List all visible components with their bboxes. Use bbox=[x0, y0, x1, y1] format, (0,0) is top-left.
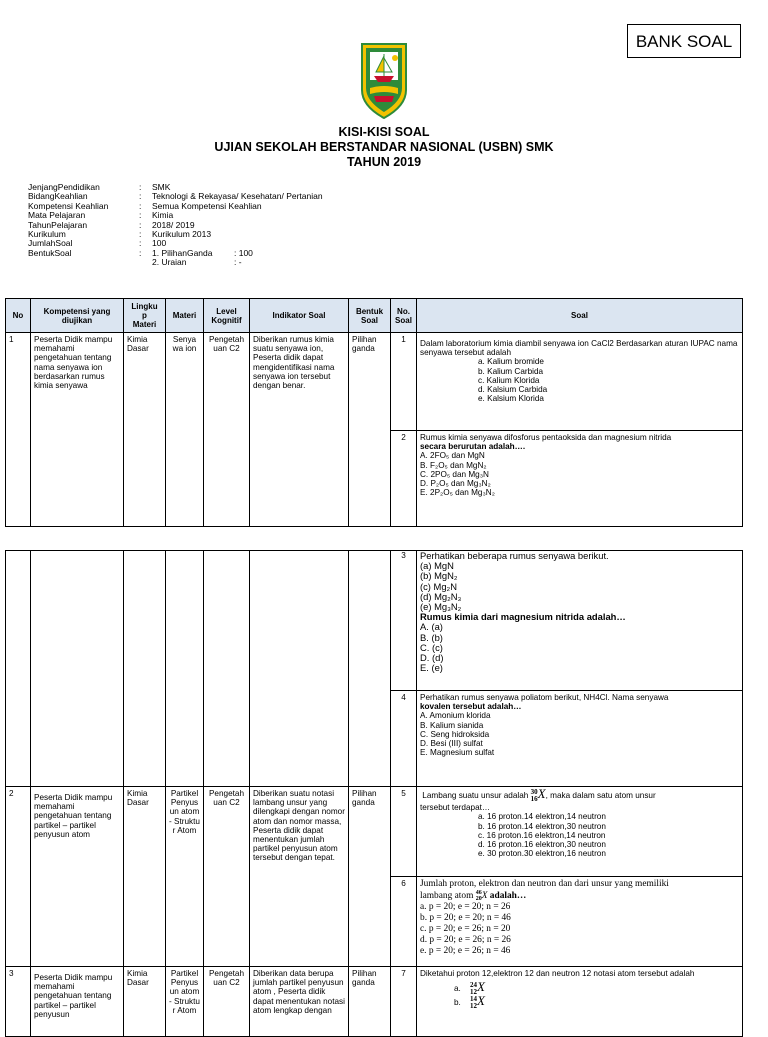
row-no: 2 bbox=[6, 787, 31, 967]
row-kompetensi bbox=[31, 551, 124, 787]
question-number: 7 bbox=[391, 967, 417, 1037]
header-indikator: Indikator Soal bbox=[250, 299, 349, 333]
option: b. p = 20; e = 20; n = 46 bbox=[420, 913, 511, 924]
option bbox=[454, 993, 739, 1011]
option: E. Magnesium sulfat bbox=[420, 748, 495, 758]
question-text bbox=[420, 786, 739, 804]
info-colon: : bbox=[139, 238, 142, 249]
info-colon: : bbox=[139, 182, 142, 192]
info-label: Kurikulum bbox=[28, 229, 66, 240]
option-label: a. bbox=[454, 984, 461, 994]
option: C. 2PO₅ dan Mg₃N bbox=[420, 469, 489, 479]
element-symbol: X bbox=[481, 891, 488, 902]
item: (b) MgN₂ bbox=[420, 570, 458, 582]
question-6 bbox=[417, 877, 743, 967]
info-value: 100 bbox=[152, 238, 167, 249]
info-colon: : bbox=[139, 219, 142, 230]
option: A. Amonium klorida bbox=[420, 711, 491, 721]
table-row bbox=[6, 551, 743, 691]
row-lingkup: Kimia Dasar bbox=[124, 333, 166, 527]
info-value: 1. PilihanGanda bbox=[152, 247, 213, 258]
table-row bbox=[6, 787, 743, 877]
info-colon: : bbox=[139, 210, 142, 221]
option: a. p = 20; e = 20; n = 26 bbox=[420, 902, 511, 913]
item: (a) MgN bbox=[420, 560, 454, 572]
item: (d) Mg₂N₃ bbox=[420, 590, 462, 602]
row-indikator bbox=[250, 551, 349, 787]
question-text: Perhatikan rumus senyawa poliatom berikut, NH4Cl. Nama senyawa bbox=[420, 693, 669, 702]
nuclide-notation bbox=[530, 786, 546, 804]
question-text-post: , maka dalam satu atom unsur bbox=[545, 791, 656, 800]
question-5 bbox=[417, 787, 743, 877]
item: (e) Mg₃N₂ bbox=[420, 601, 462, 613]
doc-title: KISI-KISI SOAL bbox=[338, 125, 430, 139]
row-lingkup: Kimia Dasar bbox=[124, 787, 166, 967]
option: b. 16 proton.14 elektron,30 neutron bbox=[478, 821, 606, 831]
question-4 bbox=[417, 691, 743, 787]
bank-soal-box: BANK SOAL bbox=[627, 24, 741, 58]
option: e. p = 20; e = 26; n = 46 bbox=[420, 946, 511, 957]
header-bentuk: Bentuk Soal bbox=[349, 299, 391, 333]
row-level: Pengetah uan C2 bbox=[204, 333, 250, 527]
info-label: BidangKeahlian bbox=[28, 191, 88, 202]
option: e. Kalsium Klorida bbox=[478, 394, 544, 404]
info-colon: : bbox=[139, 247, 142, 258]
row-materi: Partikel Penyus un atom - Struktu r Atom bbox=[166, 967, 204, 1037]
element-symbol: X bbox=[537, 786, 546, 801]
info-colon: : bbox=[139, 229, 142, 240]
option: C. (c) bbox=[420, 641, 443, 653]
row-no bbox=[6, 551, 31, 787]
info-row bbox=[28, 230, 323, 239]
row-indikator: Diberikan suatu notasi lambang unsur yang dilengkapi dengan nomor atom dan nomor massa, Peserta didik dapat menentukan jumlah partikel penyusun atom tersebut dengan tepat. bbox=[250, 787, 349, 967]
option: A. 2FO₅ dan MgN bbox=[420, 451, 485, 461]
row-materi: Senya wa ion bbox=[166, 333, 204, 527]
row-bentuk: Pilihan ganda bbox=[349, 967, 391, 1037]
question-text: Diketahui proton 12,elektron 12 dan neutron 12 notasi atom tersebut adalah bbox=[420, 969, 695, 978]
info-value: Semua Kompetensi Keahlian bbox=[152, 200, 262, 211]
option: a. Kalium bromide bbox=[478, 357, 544, 367]
option: A. (a) bbox=[420, 621, 443, 633]
info-colon: : bbox=[139, 200, 142, 211]
header-lingkup-1: Lingku bbox=[131, 302, 158, 311]
option: d. p = 20; e = 26; n = 26 bbox=[420, 935, 511, 946]
kisi-table-2 bbox=[5, 550, 743, 1037]
option: c. p = 20; e = 26; n = 20 bbox=[420, 924, 511, 935]
question-number: 5 bbox=[391, 787, 417, 877]
question-text-bold: kovalen tersebut adalah… bbox=[420, 702, 522, 712]
question-text: Dalam laboratorium kimia diambil senyawa ion CaCl2 Berdasarkan aturan IUPAC nama senyawa tersebut adalah bbox=[420, 339, 738, 358]
option: D. P₂O₅ dan Mg₃N₂ bbox=[420, 479, 491, 489]
info-label: TahunPelajaran bbox=[28, 219, 88, 230]
option: d. 16 proton.16 elektron,30 neutron bbox=[478, 839, 606, 849]
question-text-line2: tersebut terdapat… bbox=[420, 803, 491, 813]
info-label: Kompetensi Keahlian bbox=[28, 200, 109, 211]
row-kompetensi: Peserta Didik mampu memahami pengetahuan tentang partikel – partikel penyusun atom bbox=[31, 787, 124, 967]
option-list bbox=[420, 357, 739, 403]
doc-year: TAHUN 2019 bbox=[346, 155, 422, 169]
question-text-line2 bbox=[420, 890, 739, 902]
option: B. F₂O₅ dan MgN₂ bbox=[420, 460, 487, 470]
element-symbol: X bbox=[476, 979, 485, 995]
row-bentuk: Pilihan ganda bbox=[349, 787, 391, 967]
option: C. Seng hidroksida bbox=[420, 729, 490, 739]
provincial-emblem bbox=[356, 36, 412, 120]
info-value: 2018/ 2019 bbox=[152, 219, 195, 230]
header-materi: Materi bbox=[166, 299, 204, 333]
row-level: Pengetah uan C2 bbox=[204, 787, 250, 967]
row-no: 1 bbox=[6, 333, 31, 527]
info-value: Kimia bbox=[152, 210, 174, 221]
option: B. (b) bbox=[420, 631, 443, 643]
header-level: Level Kognitif bbox=[204, 299, 250, 333]
row-bentuk bbox=[349, 551, 391, 787]
question-number: 3 bbox=[391, 551, 417, 691]
atomic-number: 20 bbox=[475, 896, 482, 902]
atomic-number: 12 bbox=[469, 1002, 477, 1011]
option: B. Kalium sianida bbox=[420, 720, 484, 730]
question-3 bbox=[417, 551, 743, 691]
row-indikator: Diberikan data berupa jumlah partikel penyusun atom , Peserta didik dapat menentukan notasi atom lengkap dengan bbox=[250, 967, 349, 1037]
atomic-number: 12 bbox=[469, 988, 477, 997]
option: a. 16 proton.14 elektron,14 neutron bbox=[478, 812, 606, 822]
header-kompetensi: Kompetensi yang diujikan bbox=[31, 299, 124, 333]
option: b. Kalium Carbida bbox=[478, 366, 544, 376]
question-text-pre: Lambang suatu unsur adalah bbox=[422, 791, 529, 800]
question-text: Jumlah proton, elektron dan neutron dan dari unsur yang memiliki bbox=[420, 879, 669, 889]
row-lingkup: Kimia Dasar bbox=[124, 967, 166, 1037]
info-extra: : - bbox=[234, 257, 242, 268]
doc-subtitle: UJIAN SEKOLAH BERSTANDAR NASIONAL (USBN) SMK bbox=[214, 140, 554, 154]
table-row bbox=[6, 333, 743, 431]
row-materi bbox=[166, 551, 204, 787]
option: E. (e) bbox=[420, 662, 443, 674]
table-row bbox=[6, 967, 743, 1037]
option-label: b. bbox=[454, 998, 461, 1008]
table-header-row bbox=[6, 299, 743, 333]
header-lingkup-2: p bbox=[142, 311, 147, 320]
option-list bbox=[420, 979, 739, 1011]
option: e. 30 proton.30 elektron,16 neutron bbox=[478, 849, 606, 859]
row-no: 3 bbox=[6, 967, 31, 1037]
option-list bbox=[420, 812, 739, 858]
header-lingkup-3: Materi bbox=[132, 320, 157, 329]
question-number: 1 bbox=[391, 333, 417, 431]
option: c. Kalium Klorida bbox=[478, 375, 540, 385]
question-1 bbox=[417, 333, 743, 431]
header-no-soal: No. Soal bbox=[391, 299, 417, 333]
question-number: 2 bbox=[391, 431, 417, 527]
question-2 bbox=[417, 431, 743, 527]
header-soal: Soal bbox=[417, 299, 743, 333]
option: c. 16 proton.16 elektron,14 neutron bbox=[478, 830, 606, 840]
option bbox=[454, 979, 739, 997]
nuclide-notation bbox=[476, 890, 488, 902]
option: D. Besi (III) sulfat bbox=[420, 739, 483, 749]
info-value: 2. Uraian bbox=[152, 257, 187, 268]
info-row bbox=[28, 258, 323, 267]
item: (c) Mg₂N bbox=[420, 580, 457, 592]
question-text-pre: lambang atom bbox=[420, 891, 474, 902]
atomic-number: 16 bbox=[530, 795, 538, 804]
question-text-bold: secara berurutan adalah…. bbox=[420, 442, 526, 452]
row-indikator: Diberikan rumus kimia suatu senyawa ion, Peserta didik dapat mengidentifikasi nama senyawa ion tersebut dengan benar. bbox=[250, 333, 349, 527]
row-level bbox=[204, 551, 250, 787]
mass-number: 14 bbox=[469, 995, 477, 1004]
info-value: SMK bbox=[152, 182, 171, 192]
question-number: 6 bbox=[391, 877, 417, 967]
header-no: No bbox=[6, 299, 31, 333]
kisi-table-1 bbox=[5, 298, 743, 527]
row-lingkup bbox=[124, 551, 166, 787]
header-lingkup bbox=[124, 299, 166, 333]
mass-number: 30 bbox=[530, 788, 538, 797]
row-level: Pengetah uan C2 bbox=[204, 967, 250, 1037]
info-label: BentukSoal bbox=[28, 247, 72, 258]
row-kompetensi: Peserta Didik mampu memahami pengetahuan tentang nama senyawa ion berdasarkan rumus kimia senyawa bbox=[31, 333, 124, 527]
element-symbol: X bbox=[476, 993, 485, 1009]
row-bentuk: Pilihan ganda bbox=[349, 333, 391, 527]
info-label: JenjangPendidikan bbox=[28, 182, 100, 192]
question-prompt: Rumus kimia dari magnesium nitrida adalah… bbox=[420, 611, 626, 623]
question-number: 4 bbox=[391, 691, 417, 787]
question-text: Rumus kimia senyawa difosforus pentaoksida dan magnesium nitrida bbox=[420, 433, 672, 442]
info-value: Teknologi & Rekayasa/ Kesehatan/ Pertanian bbox=[152, 191, 323, 202]
question-text: Perhatikan beberapa rumus senyawa berikut. bbox=[420, 550, 609, 561]
info-extra: : 100 bbox=[234, 247, 253, 258]
info-colon: : bbox=[139, 191, 142, 202]
info-label: Mata Pelajaran bbox=[28, 210, 86, 221]
info-block bbox=[28, 183, 323, 268]
mass-number: 24 bbox=[469, 981, 477, 990]
row-materi: Partikel Penyus un atom - Struktu r Atom bbox=[166, 787, 204, 967]
info-label: JumlahSoal bbox=[28, 238, 73, 249]
question-7 bbox=[417, 967, 743, 1037]
question-text-post: adalah… bbox=[489, 891, 527, 902]
option: d. Kalsium Carbida bbox=[478, 385, 548, 395]
option: D. (d) bbox=[420, 652, 444, 664]
row-kompetensi: Peserta Didik mampu memahami pengetahuan tentang partikel – partikel penyusun bbox=[31, 967, 124, 1037]
nuclide-notation bbox=[469, 993, 485, 1011]
option: E. 2P₂O₅ dan Mg₃N₂ bbox=[420, 488, 495, 498]
info-value: Kurikulum 2013 bbox=[152, 229, 212, 240]
mass-number: 46 bbox=[475, 890, 482, 896]
